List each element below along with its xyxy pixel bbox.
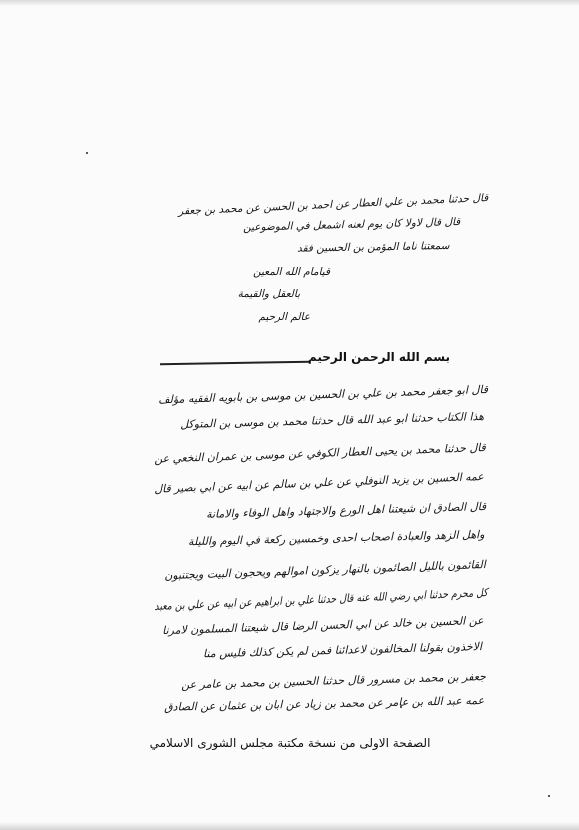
manuscript-body-line: عمه عبد الله بن عامر عن محمد بن زياد عن ابان بن عثمان عن الصادق	[163, 694, 485, 714]
manuscript-header-line: قيامام الله المعين	[252, 266, 330, 278]
manuscript-header-line: قال قال لاولا كان يوم لعنه اشمعل في الموضوعين	[242, 216, 461, 234]
scan-edge-bottom	[0, 822, 579, 830]
page-caption: الصفحة الاولى من نسخة مكتبة مجلس الشورى الاسلامي	[149, 736, 431, 750]
manuscript-text	[150, 178, 490, 718]
manuscript-body-line: جعفر بن محمد بن مسرور قال حدثنا الحسين بن محمد بن عامر عن	[181, 670, 487, 692]
manuscript-header-line: قال حدثنا محمد بن علي العطار عن احمد بن الحسن عن محمد بن جعفر	[177, 192, 489, 218]
scan-edge-top	[0, 0, 579, 6]
manuscript-body-line: الاخذون بقولنا المخالفون لاعدائنا فمن لم يكن كذلك فليس منا	[202, 640, 483, 661]
manuscript-body-line: قال ابو جعفر محمد بن علي بن الحسين بن موسى بن بابويه الفقيه مؤلف	[157, 383, 489, 407]
manuscript-body-line: هذا الكتاب حدثنا ابو عبد الله قال حدثنا محمد بن موسى بن المتوكل	[179, 410, 485, 431]
scan-speck	[548, 795, 550, 797]
scan-speck	[86, 152, 88, 154]
manuscript-body-line: واهل الزهد والعبادة اصحاب احدى وخمسين ركعة في اليوم والليلة	[187, 528, 485, 549]
manuscript-header-line: عالم الرحيم	[258, 311, 310, 323]
basmala-stroke	[160, 361, 310, 366]
manuscript-body-line: عمه الحسين بن يزيد النوفلي عن علي بن سالم عن ابيه عن ابي بصير قال	[154, 470, 485, 496]
manuscript-body-line: قال حدثنا محمد بن يحيى العطار الكوفي عن موسى بن عمران النخعي عن	[154, 441, 487, 466]
basmala: بسم الله الرحمن الرحيم	[307, 350, 450, 364]
manuscript-body-line: عن الحسين بن خالد عن ابي الحسن الرضا قال شيعتنا المسلمون لامرنا	[162, 614, 485, 638]
manuscript-body-line: القائمون بالليل الصائمون بالنهار يزكون اموالهم ويحجون البيت ويجتنبون	[164, 558, 487, 583]
manuscript-header-line: سمعتنا ناما المؤمن بن الحسين فقد	[297, 240, 451, 255]
manuscript-body-line: كل محرم حدثنا ابي رضي الله عنه قال حدثنا علي بن ابراهيم عن ابيه عن علي بن معبد	[154, 586, 489, 613]
manuscript-header-line: بالعقل والقيمة	[237, 288, 300, 300]
manuscript-body-line: قال الصادق ان شيعتنا اهل الورع والاجتهاد واهل الوفاء والامانة	[205, 500, 487, 521]
